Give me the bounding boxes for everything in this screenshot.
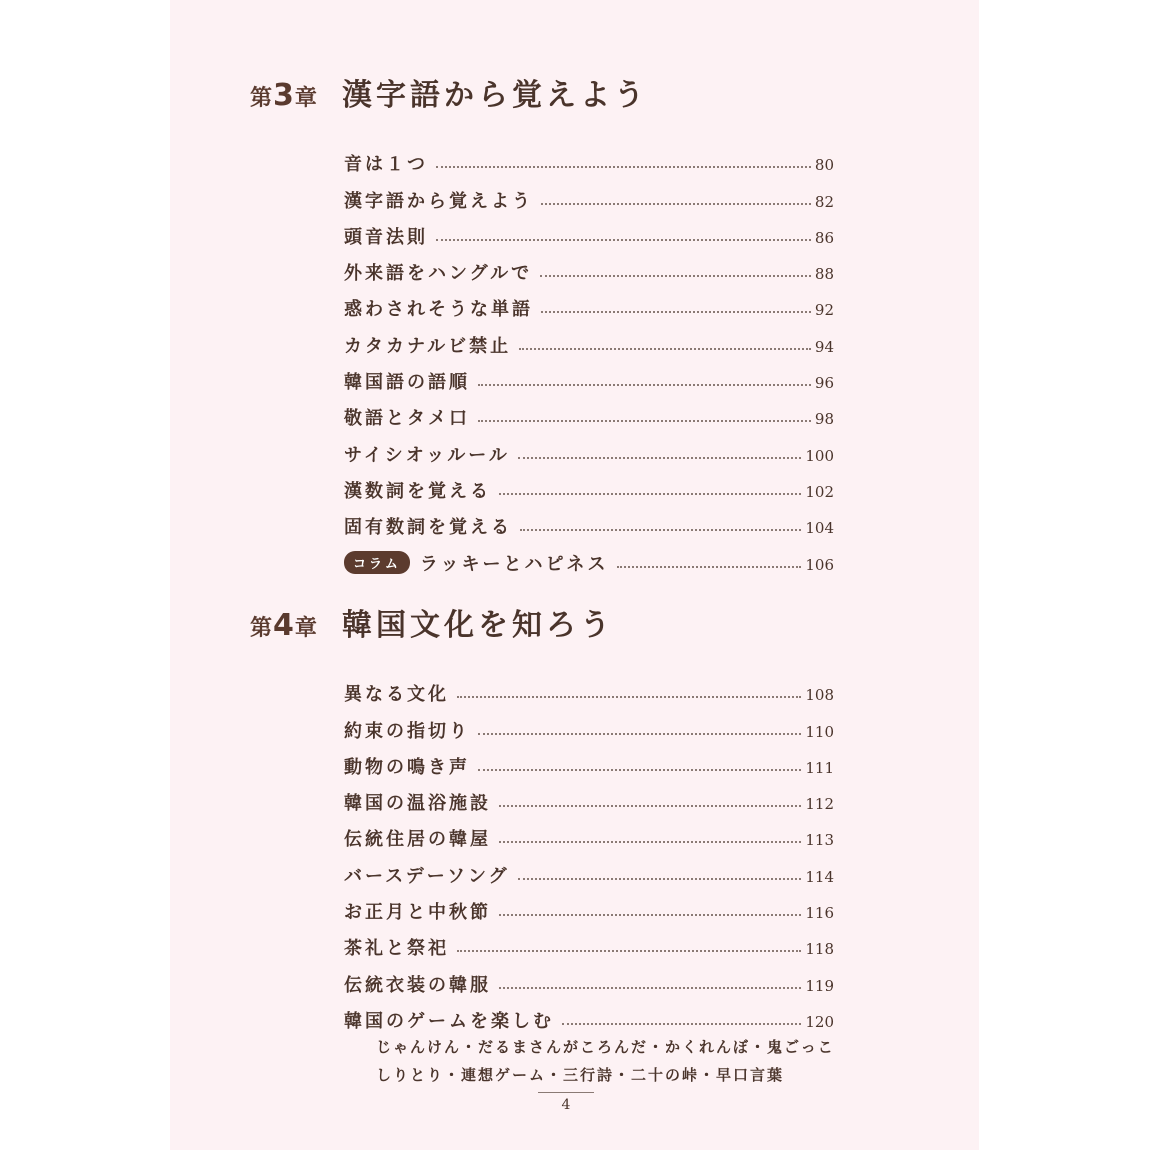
chapter-4 [250,600,950,1089]
toc-entry[interactable] [344,285,834,321]
entry-title: 伝統衣装の韓服 [344,974,491,996]
toc-entry[interactable] [344,997,834,1033]
chapter-heading [250,70,950,120]
chapter-3 [250,70,950,576]
entry-title: 伝統住居の韓屋 [344,829,491,851]
entry-subnote: しりとり・連想ゲーム・三行詩・二十の峠・早口言葉 [376,1065,785,1084]
entry-title: 異なる文化 [344,684,449,706]
page-number: 4 [538,1092,594,1113]
entry-page-number: 112 [805,795,834,814]
toc-entry[interactable] [344,467,834,503]
entry-page-number: 100 [805,446,834,465]
entry-page-number: 92 [814,301,834,320]
dot-leader [478,733,801,735]
dot-leader [478,769,801,771]
chapter-number-label: 第3章 [250,78,318,113]
dot-leader [518,878,802,880]
entry-title: 敬語とタメ口 [344,408,470,430]
entry-title: 音は１つ [344,154,428,176]
dot-leader [457,950,801,952]
dot-leader [457,696,801,698]
toc-entry-list [344,140,834,576]
entry-page-number: 114 [805,867,834,886]
entry-page-number: 104 [805,519,834,538]
entry-page-number: 106 [805,555,834,574]
dot-leader [436,166,811,168]
dot-leader [617,566,802,568]
entry-page-number: 86 [814,228,834,247]
dot-leader [541,311,811,313]
toc-entry-column[interactable] [344,539,834,575]
entry-title: 韓国語の語順 [344,372,470,394]
entry-page-number: 119 [805,976,834,995]
entry-page-number: 94 [814,337,834,356]
entry-page-number: 102 [805,482,834,501]
entry-title: 惑わされそうな単語 [344,299,533,321]
entry-title: 固有数詞を覚える [344,517,512,539]
entry-page-number: 98 [814,410,834,429]
entry-page-number: 82 [814,192,834,211]
chapter-number-label: 第4章 [250,608,318,643]
entry-title: 頭音法則 [344,226,428,248]
entry-page-number: 116 [805,904,834,923]
entry-page-number: 80 [814,156,834,175]
column-badge: コラム [344,551,410,574]
entry-subnote: じゃんけん・だるまさんがころんだ・かくれんぼ・鬼ごっこ [376,1037,835,1056]
toc-entry[interactable] [344,213,834,249]
toc-entry[interactable] [344,888,834,924]
entry-title-wrapper [344,550,609,576]
toc-page [170,0,979,1150]
entry-title: ラッキーとハピネス [419,553,609,575]
entry-title: 外来語をハングルで [344,263,533,285]
entry-title: 韓国のゲームを楽しむ [344,1010,554,1032]
toc-entry[interactable] [344,670,834,706]
toc-entry[interactable] [344,358,834,394]
dot-leader [520,529,801,531]
dot-leader [540,275,811,277]
chapter-title: 韓国文化を知ろう [342,608,614,643]
entry-title: 漢数詞を覚える [344,480,491,502]
toc-entry[interactable] [344,140,834,176]
dot-leader [519,348,811,350]
entry-page-number: 96 [814,374,834,393]
dot-leader [436,239,811,241]
dot-leader [478,420,811,422]
entry-title: お正月と中秋節 [344,902,491,924]
dot-leader [518,457,802,459]
toc-entry[interactable] [344,743,834,779]
toc-entry[interactable] [344,249,834,285]
toc-entry[interactable] [344,503,834,539]
entry-title: 韓国の温浴施設 [344,793,491,815]
toc-entry[interactable] [344,176,834,212]
entry-title: バースデーソング [344,865,510,887]
entry-title: 漢字語から覚えよう [344,190,533,212]
dot-leader [499,987,801,989]
dot-leader [499,841,801,843]
entry-page-number: 110 [805,722,834,741]
dot-leader [499,914,801,916]
entry-title: 動物の鳴き声 [344,756,470,778]
toc-entry[interactable] [344,321,834,357]
toc-entry[interactable] [344,924,834,960]
dot-leader [478,384,811,386]
entry-title: 約束の指切り [344,720,470,742]
entry-page-number: 111 [805,758,834,777]
toc-entry[interactable] [344,779,834,815]
entry-title: サイシオッルール [344,444,510,466]
chapter-heading [250,600,950,650]
dot-leader [541,203,811,205]
toc-entry[interactable] [344,960,834,996]
dot-leader [562,1023,801,1025]
entry-page-number: 88 [814,265,834,284]
entry-page-number: 113 [805,831,834,850]
entry-title: カタカナルビ禁止 [344,335,512,357]
toc-entry[interactable] [344,706,834,742]
toc-entry[interactable] [344,430,834,466]
dot-leader [499,805,801,807]
entry-title: 茶礼と祭祀 [344,938,449,960]
toc-entry[interactable] [344,851,834,887]
toc-entry[interactable] [344,394,834,430]
entry-page-number: 108 [805,686,834,705]
entry-page-number: 120 [805,1012,834,1031]
chapter-title: 漢字語から覚えよう [342,78,648,113]
toc-entry[interactable] [344,815,834,851]
toc-entry-list [344,670,834,1089]
entry-page-number: 118 [805,940,834,959]
dot-leader [499,493,801,495]
